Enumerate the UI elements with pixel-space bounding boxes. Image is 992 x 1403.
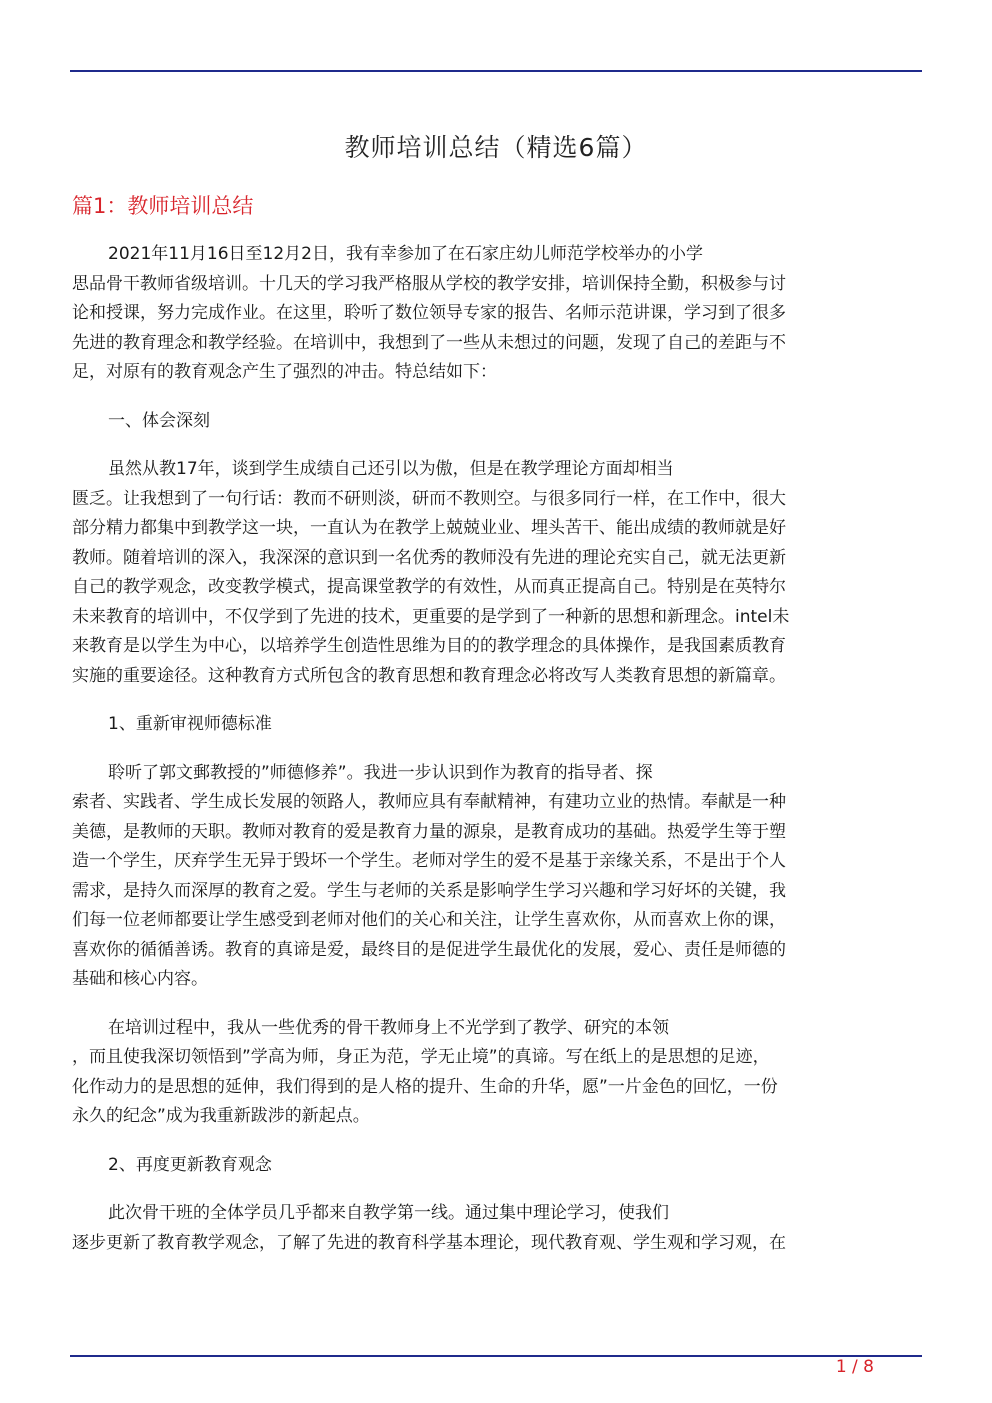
paragraph-line: 虽然从教17年，谈到学生成绩自己还引以为傲，但是在教学理论方面却相当 [108,459,674,479]
header-rule [70,70,922,72]
paragraph-line: 永久的纪念”成为我重新跋涉的新起点。 [72,1106,370,1126]
paragraph-line: 实施的重要途径。这种教育方式所包含的教育思想和教育理念必将改写人类教育思想的新篇章。 [72,665,786,686]
paragraph-line: 造一个学生，厌弃学生无异于毁坏一个学生。老师对学生的爱不是基于亲缘关系，不是出于个人 [72,851,786,871]
paragraph-line: 匮乏。让我想到了一句行话：教而不研则淡，研而不教则空。与很多同行一样，在工作中，很大 [72,488,786,509]
paragraph [72,759,912,995]
paragraph-line: 自己的教学观念，改变教学模式，提高课堂教学的有效性，从而真正提高自己。特别是在英特尔 [72,577,786,597]
paragraph-line: 思品骨干教师省级培训。十几天的学习我严格服从学校的教学安排，培训保持全勤，积极参与讨 [72,273,786,294]
paragraph-line: 美德，是教师的天职。教师对教育的爱是教育力量的源泉，是教育成功的基础。热爱学生等于塑 [72,821,786,842]
paragraph-line: ，而且使我深切领悟到”学高为师，身正为范，学无止境”的真谛。写在纸上的是思想的足迹， [72,1047,770,1067]
paragraph-line: 基础和核心内容。 [72,969,208,989]
paragraph [72,240,912,388]
paragraph-line: 索者、实践者、学生成长发展的领路人，教师应具有奉献精神，有建功立业的热情。奉献是一种 [72,792,786,812]
paragraph-line: 部分精力都集中到教学这一块，一直认为在教学上兢兢业业、埋头苦干、能出成绩的教师就是好 [72,518,786,538]
page-indicator: 1 / 8 [835,1357,874,1377]
paragraph-line: 喜欢你的循循善诱。教育的真谛是爱，最终目的是促进学生最优化的发展，爱心、责任是师德的 [72,939,786,960]
paragraph-line: 需求，是持久而深厚的教育之爱。学生与老师的关系是影响学生学习兴趣和学习好坏的关键，我 [72,880,786,901]
paragraph [72,455,912,691]
paragraph-line: 未来教育的培训中，不仅学到了先进的技术，更重要的是学到了一种新的思想和新理念。intel未 [72,606,790,627]
subheading: 1、重新审视师德标准 [108,714,272,734]
paragraph-line: 在培训过程中，我从一些优秀的骨干教师身上不光学到了教学、研究的本领 [108,1017,669,1038]
footer-rule [70,1355,922,1357]
paragraph-line: 来教育是以学生为中心，以培养学生创造性思维为目的的教学理念的具体操作，是我国素质教育 [72,636,786,656]
paragraph-line: 们每一位老师都要让学生感受到老师对他们的关心和关注，让学生喜欢你，从而喜欢上你的课， [72,910,786,930]
paragraph [72,1014,912,1132]
paragraph [72,1199,912,1258]
paragraph-line: 2021年11月16日至12月2日，我有幸参加了在石家庄幼儿师范学校举办的小学 [108,244,703,264]
document-body [72,240,912,1277]
document-title: 教师培训总结（精选6篇） [344,133,648,162]
subheading: 2、再度更新教育观念 [108,1154,272,1175]
paragraph-line: 论和授课，努力完成作业。在这里，聆听了数位领导专家的报告、名师示范讲课，学习到了很多 [72,303,786,323]
paragraph-line: 足，对原有的教育观念产生了强烈的冲击。特总结如下： [72,362,497,382]
paragraph-line: 聆听了郭文郵教授的”师德修养”。我进一步认识到作为教育的指导者、探 [108,762,653,783]
paragraph-line: 先进的教育理念和教学经验。在培训中，我想到了一些从未想过的问题，发现了自己的差距与不 [72,332,786,353]
paragraph-line: 此次骨干班的全体学员几乎都来自教学第一线。通过集中理论学习，使我们 [108,1203,669,1223]
section-title: 篇1：教师培训总结 [72,194,254,218]
paragraph-line: 化作动力的是思想的延伸，我们得到的是人格的提升、生命的升华，愿”一片金色的回忆，一份 [72,1076,778,1097]
paragraph-line: 逐步更新了教育教学观念，了解了先进的教育科学基本理论，现代教育观、学生观和学习观，在 [72,1232,786,1253]
subheading: 一、体会深刻 [108,410,210,431]
paragraph-line: 教师。随着培训的深入，我深深的意识到一名优秀的教师没有先进的理论充实自己，就无法更新 [72,547,786,568]
